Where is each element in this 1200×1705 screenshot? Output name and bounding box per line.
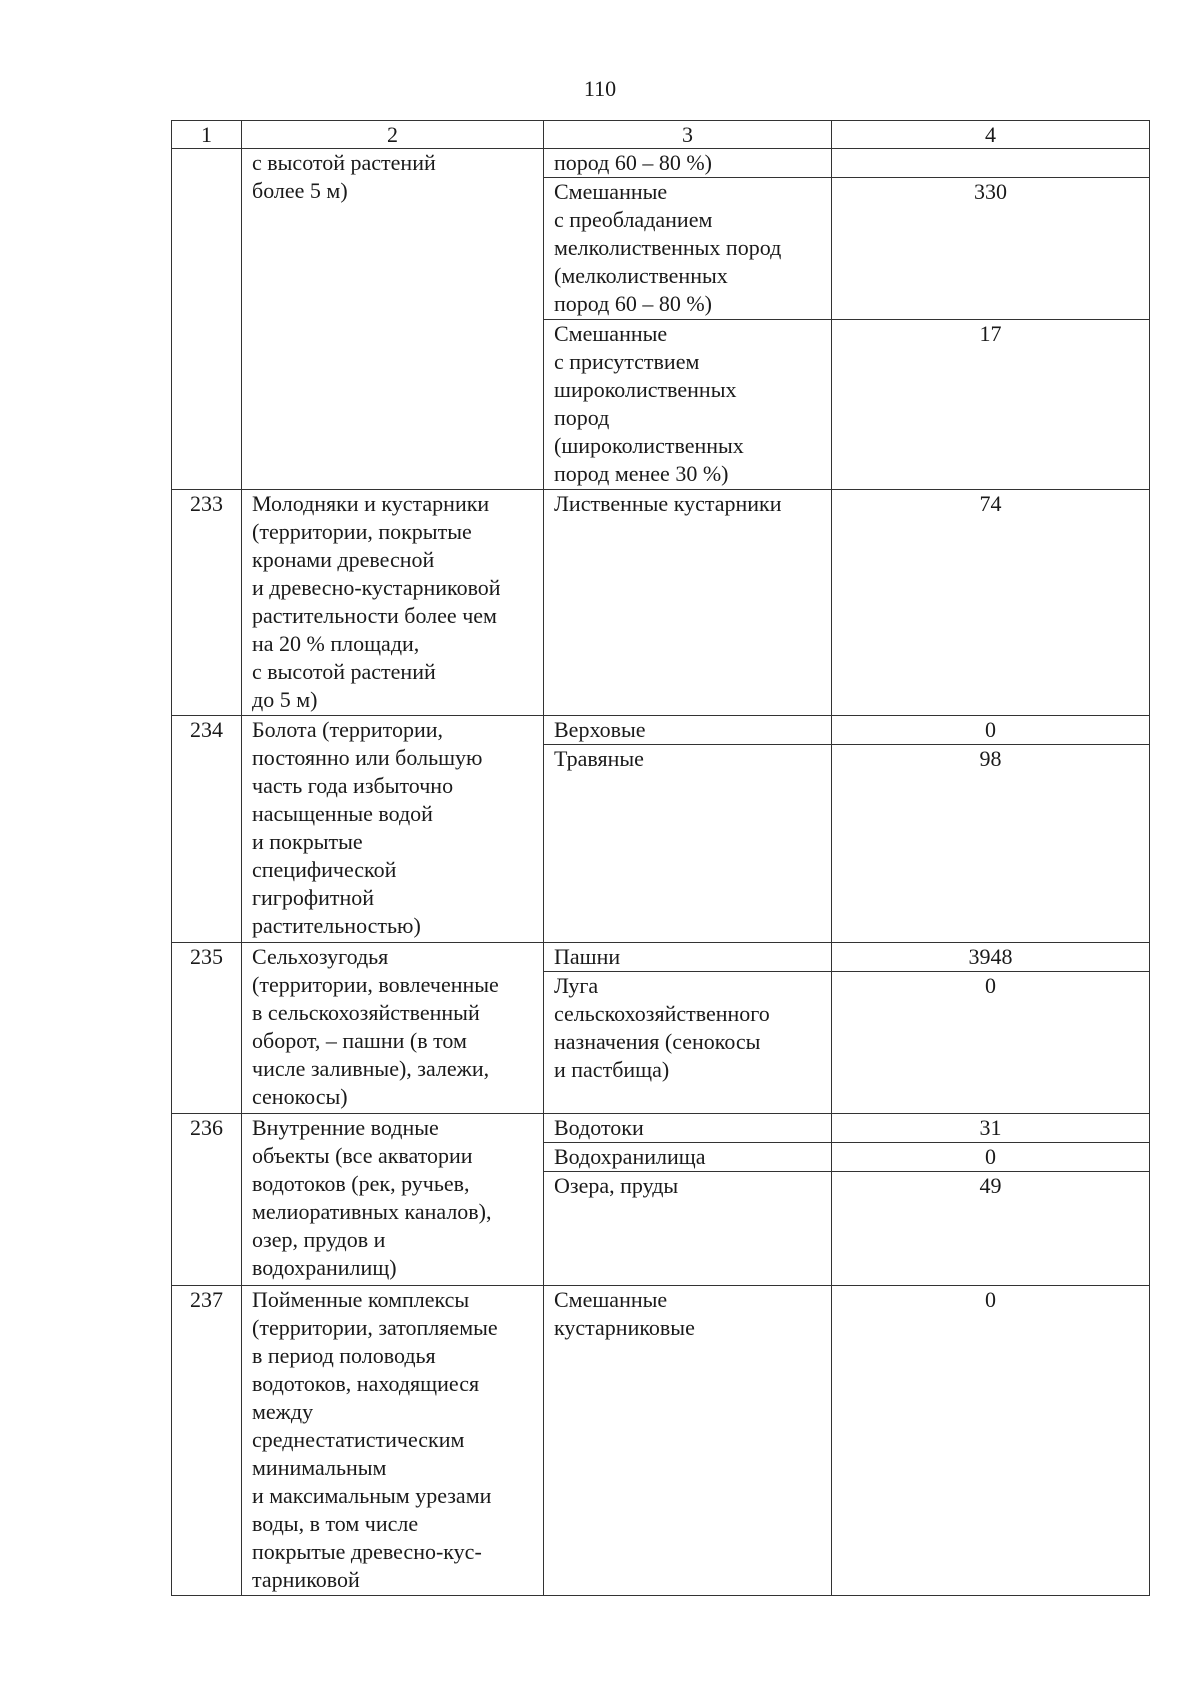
value-cell: 49 bbox=[832, 1172, 1150, 1286]
table-row bbox=[172, 1114, 1150, 1143]
subtype-cell: Водотоки bbox=[544, 1114, 832, 1143]
value-cell: 0 bbox=[832, 972, 1150, 1114]
category-cell: Сельхозугодья (территории, вовлеченные в сельскохозяйственный оборот, – пашни (в том числе заливные), залежи, сенокосы) bbox=[242, 943, 544, 1114]
row-number-cell: 237 bbox=[172, 1286, 242, 1596]
value-cell: 0 bbox=[832, 1143, 1150, 1172]
header-col-4: 4 bbox=[832, 121, 1150, 149]
row-number-cell: 233 bbox=[172, 490, 242, 716]
row-number-cell: 236 bbox=[172, 1114, 242, 1286]
category-cell: с высотой растений более 5 м) bbox=[242, 149, 544, 490]
table-row bbox=[172, 716, 1150, 745]
land-cover-table bbox=[171, 120, 1150, 1596]
subtype-cell: Озера, пруды bbox=[544, 1172, 832, 1286]
subtype-cell: Смешанные с присутствием широколиственных пород (широколиственных пород менее 30 %) bbox=[544, 320, 832, 490]
table-row bbox=[172, 490, 1150, 716]
value-cell: 31 bbox=[832, 1114, 1150, 1143]
table-row bbox=[172, 943, 1150, 972]
value-cell: 17 bbox=[832, 320, 1150, 490]
header-row bbox=[172, 121, 1150, 149]
subtype-cell: Смешанные кустарниковые bbox=[544, 1286, 832, 1596]
value-cell: 3948 bbox=[832, 943, 1150, 972]
row-number-cell bbox=[172, 149, 242, 490]
subtype-cell: Лиственные кустарники bbox=[544, 490, 832, 716]
header-col-1: 1 bbox=[172, 121, 242, 149]
row-number-cell: 235 bbox=[172, 943, 242, 1114]
value-cell: 98 bbox=[832, 745, 1150, 943]
category-cell: Внутренние водные объекты (все акватории водотоков (рек, ручьев, мелиоративных каналов), озер, прудов и водохранилищ) bbox=[242, 1114, 544, 1286]
category-cell: Болота (территории, постоянно или большую часть года избыточно насыщенные водой и покрытые специфической гигрофитной растительностью) bbox=[242, 716, 544, 943]
page-number: 110 bbox=[583, 76, 617, 101]
header-col-3: 3 bbox=[544, 121, 832, 149]
subtype-cell: Пашни bbox=[544, 943, 832, 972]
subtype-cell: пород 60 – 80 %) bbox=[544, 149, 832, 178]
value-cell: 74 bbox=[832, 490, 1150, 716]
value-cell: 330 bbox=[832, 178, 1150, 320]
subtype-cell: Травяные bbox=[544, 745, 832, 943]
table-row bbox=[172, 1286, 1150, 1596]
subtype-cell: Верховые bbox=[544, 716, 832, 745]
category-cell: Молодняки и кустарники (территории, покрытые кронами древесной и древесно-кустарниковой растительности более чем на 20 % площади, с высотой растений до 5 м) bbox=[242, 490, 544, 716]
subtype-cell: Луга сельскохозяйственного назначения (сенокосы и пастбища) bbox=[544, 972, 832, 1114]
table-row bbox=[172, 149, 1150, 178]
header-col-2: 2 bbox=[242, 121, 544, 149]
subtype-cell: Водохранилища bbox=[544, 1143, 832, 1172]
row-number-cell: 234 bbox=[172, 716, 242, 943]
category-cell: Пойменные комплексы (территории, затопляемые в период половодья водотоков, находящиеся между среднестатистическим минимальным и максимальным урезами воды, в том числе покрытые древесно-кус- тарниковой bbox=[242, 1286, 544, 1596]
value-cell: 0 bbox=[832, 1286, 1150, 1596]
subtype-cell: Смешанные с преобладанием мелколиственных пород (мелколиственных пород 60 – 80 %) bbox=[544, 178, 832, 320]
value-cell: 0 bbox=[832, 716, 1150, 745]
value-cell bbox=[832, 149, 1150, 178]
